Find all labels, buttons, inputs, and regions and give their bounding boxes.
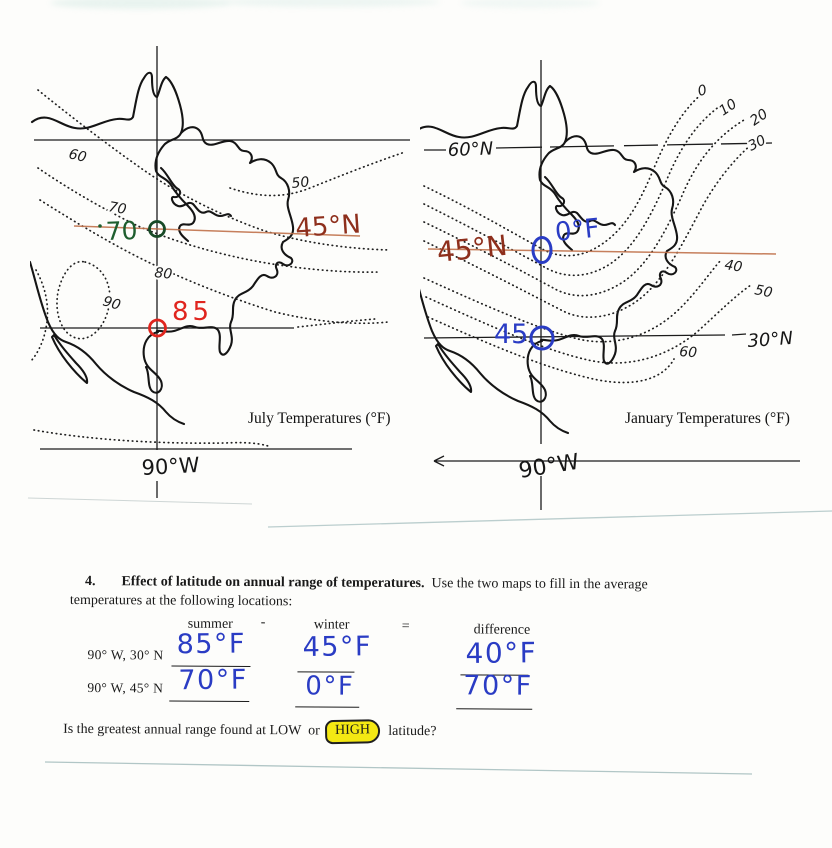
answer-blank-line <box>456 708 532 709</box>
latitude-45n-label: 45°N <box>435 228 509 269</box>
january-meridian-label: 90°W <box>517 449 581 484</box>
minus-sign: - <box>260 615 266 631</box>
column-header-difference: difference <box>473 622 531 638</box>
contour-label-60: 60 <box>678 344 698 362</box>
answer-winter-30n: 45°F <box>302 631 373 663</box>
contour-label-90: 90 <box>100 293 123 314</box>
row-location-30n: 90° W, 30° N <box>87 647 164 663</box>
july-map-title: July Temperatures (°F) <box>248 410 391 427</box>
latitude-60n-label: 60°N <box>447 138 494 161</box>
july-meridian-label: 90°W <box>141 452 201 480</box>
equals-sign: = <box>401 618 410 635</box>
answer-blank-line <box>295 706 359 707</box>
contour-label-40: 40 <box>723 257 744 276</box>
contour-label-30: 30 <box>745 132 769 155</box>
answer-summer-45n: 70°F <box>178 664 248 697</box>
july-30n-value: 85 <box>172 297 214 327</box>
latitude-30n-label: 30°N <box>746 327 794 352</box>
row-location-45n: 90° W, 45° N <box>87 680 164 696</box>
january-30n-value: 45 <box>494 319 529 350</box>
question-heading-rest: Use the two maps to fill in the average <box>424 576 648 593</box>
answer-difference-30n: 40°F <box>465 636 538 670</box>
answer-difference-45n: 70°F <box>463 670 533 702</box>
answer-blank-line <box>169 701 249 702</box>
contour-label-70: 70 <box>107 199 128 219</box>
latitude-45n-label: 45°N <box>294 209 362 244</box>
question-heading <box>85 574 648 593</box>
final-question <box>63 718 437 744</box>
column-header-summer: summer <box>187 616 233 632</box>
question-heading-line2: temperatures at the following locations: <box>69 592 293 610</box>
question-number: 4. <box>84 574 96 590</box>
final-question-before: Is the greatest annual range found at LOW or <box>63 721 320 739</box>
answer-winter-45n: 0°F <box>305 671 355 702</box>
contour-label-60: 60 <box>67 146 89 166</box>
contour-label-50: 50 <box>290 174 311 192</box>
question-heading-bold: Effect of latitude on annual range of temperatures. <box>121 574 425 592</box>
january-map-title: January Temperatures (°F) <box>625 410 790 427</box>
answer-summer-30n: 85°F <box>176 628 247 661</box>
january-45n-value: 0°F <box>553 213 601 248</box>
contour-label-0: 0 <box>696 82 709 100</box>
july-45n-value: 70 <box>105 215 139 246</box>
contour-label-20: 20 <box>747 106 772 130</box>
contour-label-10: 10 <box>716 96 741 120</box>
final-question-after: latitude? <box>384 723 437 740</box>
contour-label-80: 80 <box>153 265 173 283</box>
highlighted-answer-high: HIGH <box>325 719 380 744</box>
contour-label-50: 50 <box>753 282 774 302</box>
column-header-winter: winter <box>313 617 350 633</box>
